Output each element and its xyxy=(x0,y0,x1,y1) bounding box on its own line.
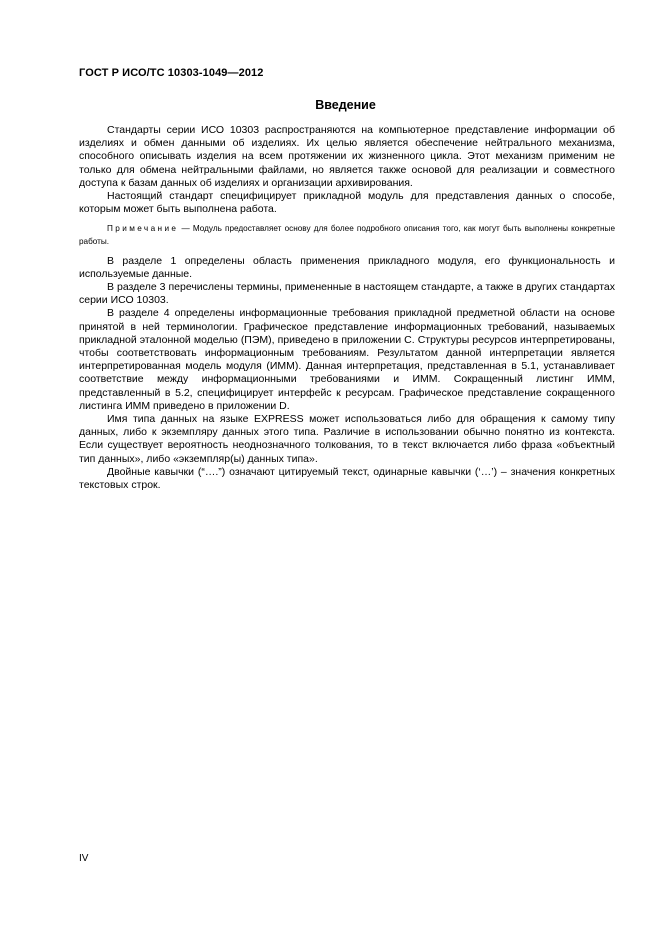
paragraph: В разделе 4 определены информационные требования прикладной предметной области на основе принятой в ней терминологии. Графическое представление информационных требований, называемых прикладной эталонной моделью (ПЭМ), приведено в приложении С. Структуры ресурсов интерпретированы, чтобы соответствовать информационным требованиям. Результатом данной интерпретации является интерпретированная модель модуля (ИММ). Данная интерпретация, представленная в 5.1, устанавливает соответствие между информационными требованиями и ИММ. Сокращенный листинг ИММ, представленный в 5.2, специфицирует интерфейс к ресурсам. Графическое представление сокращенного листинга ИММ приведено в приложении D. xyxy=(79,307,615,412)
paragraph: Стандарты серии ИСО 10303 распространяются на компьютерное представление информации об изделиях и обмен данными об изделиях. Их целью является обеспечение нейтрального механизма, способного описывать изделия на всем протяжении их жизненного цикла. Этот механизм применим не только для обмена нейтральными файлами, но является также основой для реализации и совместного доступа к базам данных об изделиях и организации архивирования. xyxy=(79,124,615,189)
paragraph: В разделе 1 определены область применения прикладного модуля, его функциональность и используемые данные. xyxy=(79,254,615,280)
note xyxy=(79,223,615,248)
paragraph: Имя типа данных на языке EXPRESS может использоваться либо для обращения к самому типу данных, либо к экземпляру данных этого типа. Различие в использовании обычно понятно из контекста. Если существует вероятность неоднозначного толкования, то в текст включается либо фраза «объектный тип данных», либо «экземпляр(ы) данных типа». xyxy=(79,413,615,465)
section-title-text: Введение xyxy=(315,98,376,112)
note-text: — Модуль предоставляет основу для более подробного описания того, как могут быть выполнены конкретные работы. xyxy=(79,224,615,247)
note-label: Примечание xyxy=(107,224,179,234)
paragraph: Двойные кавычки (“….”) означают цитируемый текст, одинарные кавычки (‘…’) – значения конкретных текстовых строк. xyxy=(79,465,615,492)
section-body xyxy=(79,124,615,492)
paragraph: В разделе 3 перечислены термины, примененные в настоящем стандарте, а также в других стандартах серии ИСО 10303. xyxy=(79,281,615,307)
paragraph: Настоящий стандарт специфицирует прикладной модуль для представления данных о способе, которым может быть выполнена работа. xyxy=(79,190,615,216)
document-header: ГОСТ Р ИСО/ТС 10303-1049—2012 xyxy=(79,67,264,79)
page-number: IV xyxy=(79,853,89,864)
section-title xyxy=(0,98,661,112)
